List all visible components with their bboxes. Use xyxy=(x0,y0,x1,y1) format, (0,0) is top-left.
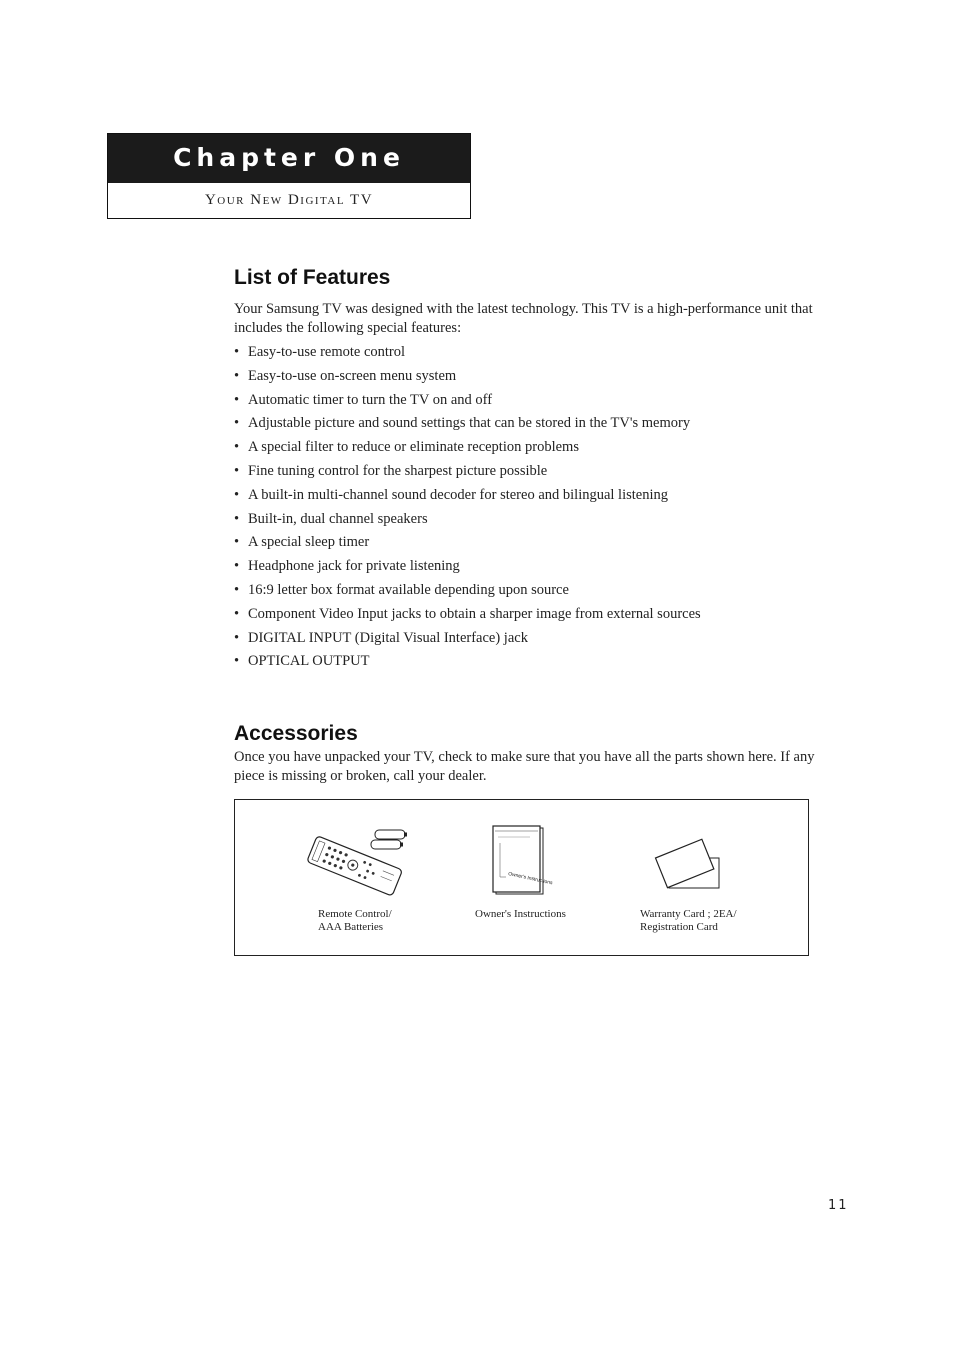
manual-icon xyxy=(490,825,553,897)
feature-item: • DIGITAL INPUT (Digital Visual Interface) jack xyxy=(234,629,528,646)
remote-control-icon xyxy=(305,824,415,899)
feature-item: • Easy-to-use on-screen menu system xyxy=(234,367,457,384)
features-list xyxy=(234,342,834,675)
feature-item: • OPTICAL OUTPUT xyxy=(234,653,370,670)
accessories-box xyxy=(234,799,809,956)
accessory-cards-label: Warranty Card ; 2EA/ Registration Card xyxy=(640,908,737,933)
feature-item: • Fine tuning control for the sharpest picture possible xyxy=(234,462,548,479)
accessories-heading: Accessories xyxy=(234,722,358,745)
feature-item: • Adjustable picture and sound settings that can be stored in the TV's memory xyxy=(234,415,691,432)
chapter-title: Chapter One xyxy=(108,134,470,183)
feature-item: • Built-in, dual channel speakers xyxy=(234,510,428,527)
warranty-card-icon xyxy=(653,832,725,894)
feature-item: • A special sleep timer xyxy=(234,534,370,551)
accessory-remote xyxy=(305,824,415,904)
feature-item: • A built-in multi-channel sound decoder for stereo and bilingual listening xyxy=(234,486,669,503)
feature-item: • Component Video Input jacks to obtain a sharper image from external sources xyxy=(234,605,701,622)
feature-item: • Automatic timer to turn the TV on and off xyxy=(234,391,493,408)
accessories-intro: Once you have unpacked your TV, check to make sure that you have all the parts shown here. If any piece is missing or broken, call your dealer. xyxy=(234,749,815,784)
accessory-manual xyxy=(490,825,553,902)
accessory-remote-label: Remote Control/ AAA Batteries xyxy=(318,908,392,933)
feature-item: • Headphone jack for private listening xyxy=(234,558,460,575)
accessory-manual-label: Owner's Instructions xyxy=(475,908,566,920)
feature-item: • 16:9 letter box format available depending upon source xyxy=(234,581,569,598)
chapter-header xyxy=(107,133,471,219)
feature-item: • A special filter to reduce or eliminate reception problems xyxy=(234,439,579,456)
features-heading: List of Features xyxy=(234,266,391,289)
features-intro: Your Samsung TV was designed with the latest technology. This TV is a high-performance unit that includes the following special features: xyxy=(234,301,813,336)
chapter-subtitle: Your New Digital TV xyxy=(204,192,374,208)
accessory-cards xyxy=(653,832,725,899)
feature-item: • Easy-to-use remote control xyxy=(234,344,406,360)
page-number: 11 xyxy=(828,1198,849,1213)
manual-cover-text: Owner's Instructions xyxy=(507,871,553,887)
